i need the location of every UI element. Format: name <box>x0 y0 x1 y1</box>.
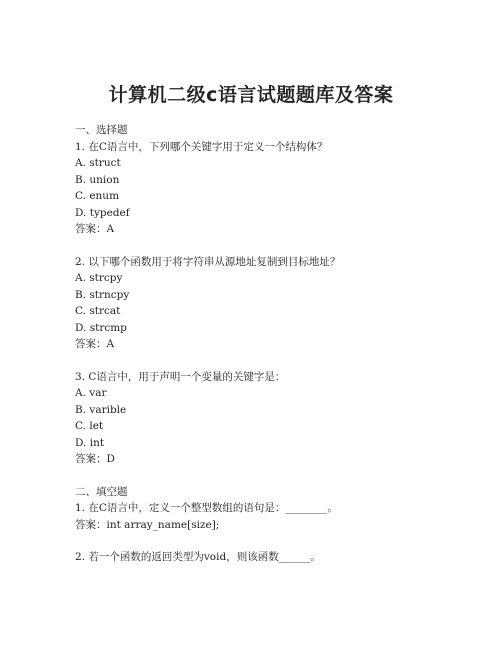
document-title: 计算机二级c语言试题题库及答案 <box>108 84 394 106</box>
option-c: C. enum <box>75 190 120 202</box>
question-prompt: 2. 以下哪个函数用于将字符串从源地址复制到目标地址？ <box>75 255 341 268</box>
option-a: A. var <box>75 387 107 399</box>
spacer <box>75 238 475 254</box>
question-prompt: 3. C语言中，用于声明一个变量的关键字是： <box>75 370 286 383</box>
spacer <box>75 533 475 549</box>
answer: 答案：int array_name[size]; <box>75 518 220 531</box>
question-block <box>75 500 475 533</box>
question-block <box>75 139 475 238</box>
answer: 答案：A <box>75 223 115 235</box>
document-body <box>75 122 475 566</box>
answer: 答案：A <box>75 338 115 350</box>
question-block <box>75 549 475 566</box>
section-heading-fill: 二、填空题 <box>75 485 128 498</box>
option-b: B. varible <box>75 403 127 416</box>
option-d: D. int <box>75 436 105 449</box>
spacer <box>75 353 475 369</box>
question-prompt: 1. 在C语言中，下列哪个关键字用于定义一个结构体？ <box>75 140 328 153</box>
option-a: A. struct <box>75 157 121 169</box>
option-b: B. strncpy <box>75 288 130 301</box>
option-d: D. typedef <box>75 206 130 219</box>
section-heading-choice: 一、选择题 <box>75 124 128 136</box>
answer: 答案：D <box>75 453 115 465</box>
question-prompt: 1. 在C语言中，定义一个整型数组的语句是：________。 <box>75 502 338 514</box>
option-b: B. union <box>75 173 120 186</box>
question-block <box>75 254 475 353</box>
option-d: D. strcmp <box>75 321 127 334</box>
option-c: C. strcat <box>75 305 121 317</box>
option-c: C. let <box>75 420 104 432</box>
spacer <box>75 468 475 484</box>
question-block <box>75 369 475 468</box>
option-a: A. strcpy <box>75 272 123 284</box>
question-prompt: 2. 若一个函数的返回类型为void，则该函数______。 <box>75 551 321 563</box>
